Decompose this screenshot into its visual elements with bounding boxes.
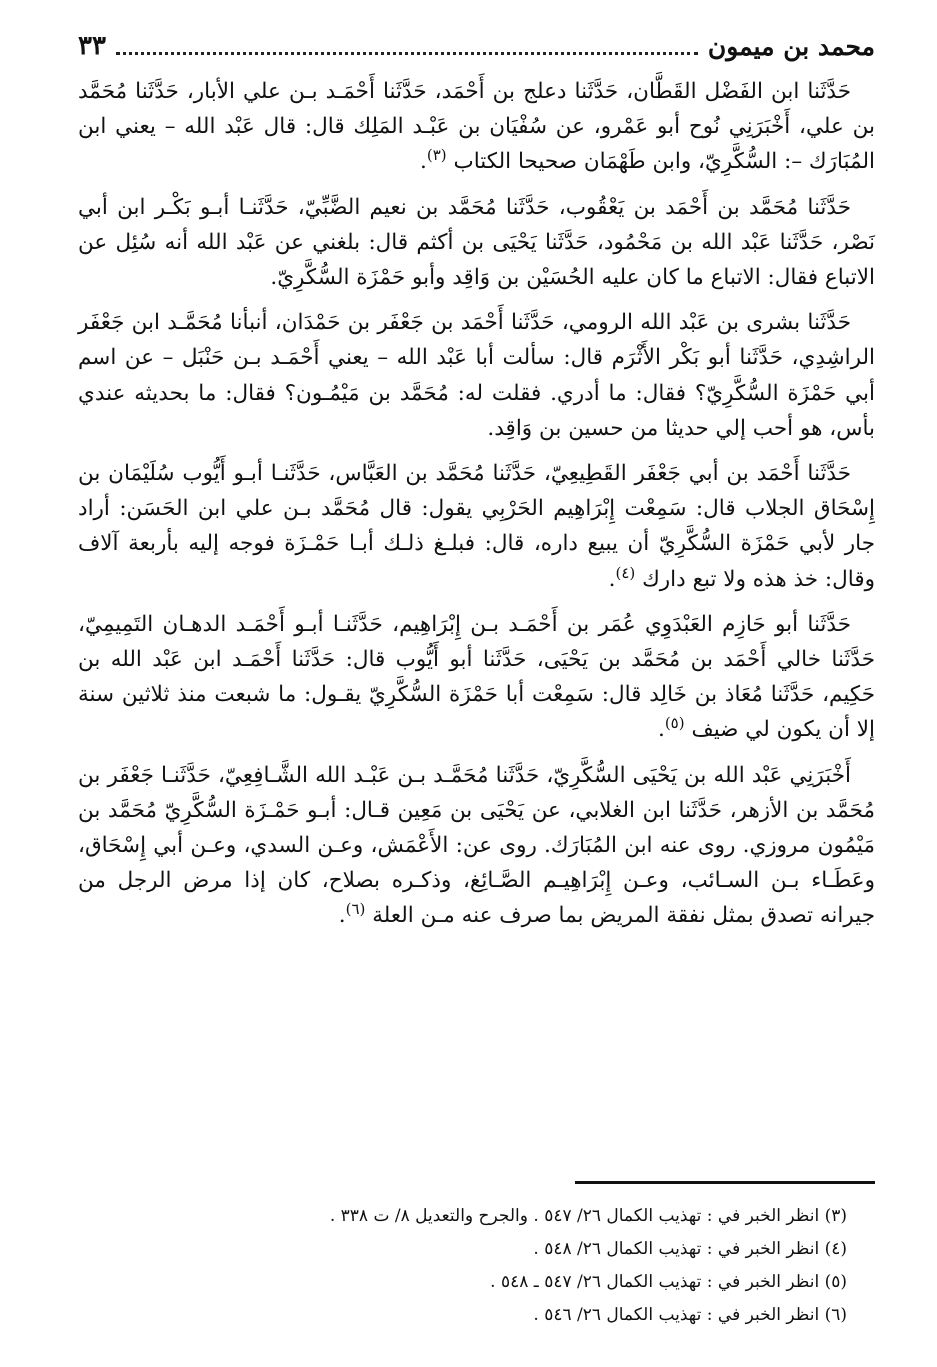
page-number: ٣٣ [78,31,106,61]
footnote: (٥) انظر الخبر في : تهذيب الكمال ٢٦/ ٥٤٧ ـ ٥٤٨ . [490,1272,847,1292]
paragraph-end: . [338,903,346,929]
paragraph [78,456,875,597]
footnotes [78,1200,847,1332]
paragraph [78,305,875,446]
footnote-reference: (٦) [345,900,366,919]
running-title: محمد بن ميمون [707,31,875,61]
paragraph [78,607,875,748]
paragraph-end: . [657,717,665,743]
paragraph-end: . [420,149,427,175]
paragraph-text: حَدَّثَنا أَحْمَد بن أبي جَعْفَر القَطِيعِيّ، حَدَّثَنا مُحَمَّد بن العَبَّاس، حَدَّثَنـا أبـو أَيُّوب سُلَيْمَان بن إِسْحَاق الجلاب قال: سَمِعْت إِبْرَاهِيم الحَرْبِي يقول: قال مُحَمَّد بـن علي ابن الحَسَن: أراد جار لأبي حَمْزَة السُّكَّرِيّ أن يبيع داره، قال: فبلـغ ذلـك أبـا حَمْـزَة فوجه إليه بأربعة آلاف وقال: خذ هذه ولا تبع دارك [78,461,875,592]
main-text [78,74,875,944]
paragraph-text: حَدَّثَنا مُحَمَّد بن أَحْمَد بن يَعْقُوب، حَدَّثَنا مُحَمَّد بن نعيم الضَّبِّيّ، حَدَّثَنـا أبـو بَكْـر ابن أبي نَصْر، حَدَّثَنا عَبْد الله بن مَحْمُود، حَدَّثَنا يَحْيَى بن أكثم قال: بلغني عن عَبْد الله أنه سُئِل عن الاتباع فقال: الاتباع ما كان عليه الحُسَيْن بن وَاقِد وأبو حَمْزَة السُّكَّرِيّ. [78,194,875,291]
paragraph-text: حَدَّثَنا ابن الفَضْل القَطَّان، حَدَّثَنا دعلج بن أَحْمَد، حَدَّثَنا أَحْمَـد بـن علي الأبار، حَدَّثَنا مُحَمَّد بن علي، أَخْبَرَنِي نُوح أبو عَمْرو، عن سُفْيَان بن عَبْـد المَلِك قال: قال عَبْد الله – يعني ابن المُبَارَك –: السُّكَّرِيّ، وابن طَهْمَان صحيحا الكتاب [78,79,875,175]
paragraph [78,190,875,296]
paragraph-end: . [608,566,616,592]
footnote-reference: (٣) [426,146,447,165]
paragraph [78,758,875,934]
paragraph [78,74,875,180]
dotted-leader [116,38,698,55]
footnote: (٤) انظر الخبر في : تهذيب الكمال ٢٦/ ٥٤٨ . [533,1239,847,1259]
footnote-reference: (٥) [664,714,685,733]
footnote: (٦) انظر الخبر في : تهذيب الكمال ٢٦/ ٥٤٦ . [533,1305,847,1325]
footnote-divider [575,1181,875,1184]
paragraph-text: حَدَّثَنا بشرى بن عَبْد الله الرومي، حَدَّثَنا أَحْمَد بن جَعْفَر بن حَمْدَان، أنبأنا مُحَمَّـد ابن جَعْفَر الراشِدِي، حَدَّثَنا أبو بَكْر الأَثْرَم قال: سألت أبا عَبْد الله – يعني أَحْمَـد بـن حَنْبَل – عن اسم أبي حَمْزَة السُّكَّرِيّ؟ فقال: ما أدري. فقلت له: مُحَمَّد بن مَيْمُـون؟ فقال: ما بحديثه عندي بأس، هو أحب إلي حديثا من حسين بن وَاقِد. [78,310,875,441]
footnote: (٣) انظر الخبر في : تهذيب الكمال ٢٦/ ٥٤٧ . والجرح والتعديل ٨/ ت ٣٣٨ . [329,1206,847,1226]
paragraph-text: حَدَّثَنا أبو حَازِم العَبْدَوِي عُمَر بن أَحْمَـد بـن إِبْرَاهِيم، حَدَّثَنـا أبـو أَحْمَـد الدهـان التَمِيمِيّ، حَدَّثَنا خالي أَحْمَد بن مُحَمَّد بن يَحْيَى، حَدَّثَنا أبو أَيُّوب قال: حَدَّثَنا أَحْمَـد ابن عَبْد الله بن حَكِيم، حَدَّثَنا مُعَاذ بن خَالِد قال: سَمِعْت أبا حَمْزَة السُّكَّرِيّ يقـول: ما شبعت منذ ثلاثين سنة إلا أن يكون لي ضيف [78,611,875,743]
paragraph-text: أَخْبَرَنِي عَبْد الله بن يَحْيَى السُّكَّرِيّ، حَدَّثَنا مُحَمَّـد بـن عَبْـد الله الشَّـافِعِيّ، حَدَّثَنـا جَعْفَر بن مُحَمَّد بن الأزهر، حَدَّثَنا ابن الغلابي، عن يَحْيَى بن مَعِين قـال: أبـو حَمْـزَة السُّكَّرِيّ مُحَمَّد بن مَيْمُون مروزي. روى عنه ابن المُبَارَك. روى عن: الأَعْمَش، وعـن السدي، وعـن أبي إِسْحَاق، وعَطَـاء بـن السـائب، وعـن إِبْرَاهِيـم الصَّـائِغ، وذكـره بصلاح، كان إذا مرض الرجل من جيرانه تصدق بمثل نفقة المريض بما صرف عنه مـن العلة [78,762,875,929]
footnote-reference: (٤) [615,563,636,582]
page-header [78,28,875,64]
